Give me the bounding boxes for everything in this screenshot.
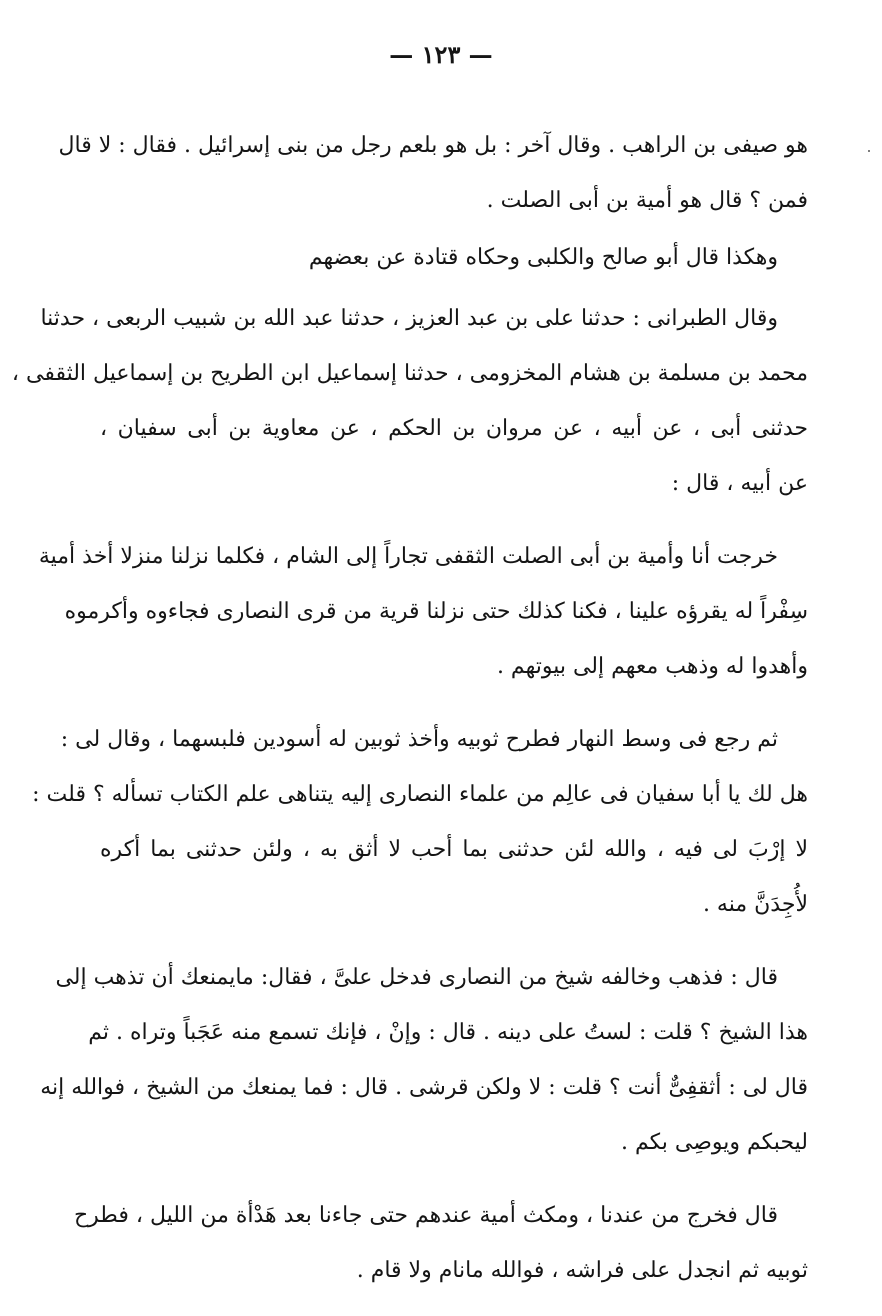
- body-text: [11, 118, 808, 1316]
- paragraph: [11, 291, 808, 511]
- text-line: قال لى : أثقفِىٌّ أنت ؟ قلت : لا ولكن قرشى . قال : فما يمنعك من الشيخ ، فوالله إنه: [40, 1075, 808, 1100]
- text-line: ثم رجع فى وسط النهار فطرح ثوبيه وأخذ ثوبين له أسودين فلبسهما ، وقال لى :: [60, 727, 778, 752]
- text-line: حدثنى أبى ، عن أبيه ، عن مروان بن الحكم ، عن معاوية بن أبى سفيان ،: [100, 416, 808, 441]
- text-line: خرجت أنا وأمية بن أبى الصلت الثقفى تجاراً إلى الشام ، فكلما نزلنا منزلا أخذ أمية: [38, 544, 778, 569]
- text-line: وأهدوا له وذهب معهم إلى بيوتهم .: [496, 654, 808, 679]
- paragraph: [100, 230, 808, 285]
- text-line: قال : فذهب وخالفه شيخ من النصارى فدخل علىَّ ، فقال: مايمنعك أن تذهب إلى: [55, 965, 778, 990]
- text-line: سِفْراً له يقرؤه علينا ، فكنا كذلك حتى نزلنا قرية من قرى النصارى فجاءوه وأكرموه: [64, 599, 808, 624]
- text-line: عن أبيه ، قال :: [671, 471, 808, 496]
- text-line: لا إرْبَ لى فيه ، والله لئن حدثنى بما أحب لا أثق به ، ولئن حدثنى بما أكره: [100, 837, 808, 862]
- paragraph: [38, 529, 808, 694]
- text-line: فمن ؟ قال هو أمية بن أبى الصلت .: [486, 188, 808, 213]
- text-line: هذا الشيخ ؟ قلت : لستُ على دينه . قال : وإنْ ، فإنك تسمع منه عَجَباً وتراه . ثم: [88, 1020, 808, 1045]
- text-line: وقال الطبرانى : حدثنا على بن عبد العزيز ، حدثنا عبد الله بن شبيب الربعى ، حدثنا: [40, 306, 778, 331]
- text-line: لأُجِدَنَّ منه .: [702, 892, 808, 917]
- paragraph: [32, 712, 808, 932]
- paragraph: [58, 118, 808, 228]
- paragraph: [73, 1188, 808, 1298]
- text-line: ثوبيه ثم انجدل على فراشه ، فوالله مانام ولا قام .: [356, 1258, 808, 1283]
- margin-speck: [868, 150, 870, 152]
- page-number: — ١٢٣ —: [389, 40, 493, 69]
- paragraph: [40, 950, 808, 1170]
- text-line: محمد بن مسلمة بن هشام المخزومى ، حدثنا إسماعيل ابن الطريح بن إسماعيل الثقفى ،: [11, 361, 808, 386]
- text-line: هل لك يا أبا سفيان فى عالِم من علماء النصارى إليه يتناهى علم الكتاب تسأله ؟ قلت :: [32, 782, 808, 807]
- text-line: ليحبكم ويوصِى بكم .: [621, 1130, 808, 1155]
- text-line: هو صيفى بن الراهب . وقال آخر : بل هو بلعم رجل من بنى إسرائيل . فقال : لا قال: [58, 133, 808, 158]
- text-line: وهكذا قال أبو صالح والكلبى وحكاه قتادة عن بعضهم: [308, 245, 778, 270]
- text-line: قال فخرج من عندنا ، ومكث أمية عندهم حتى جاءنا بعد هَدْأة من الليل ، فطرح: [73, 1203, 778, 1228]
